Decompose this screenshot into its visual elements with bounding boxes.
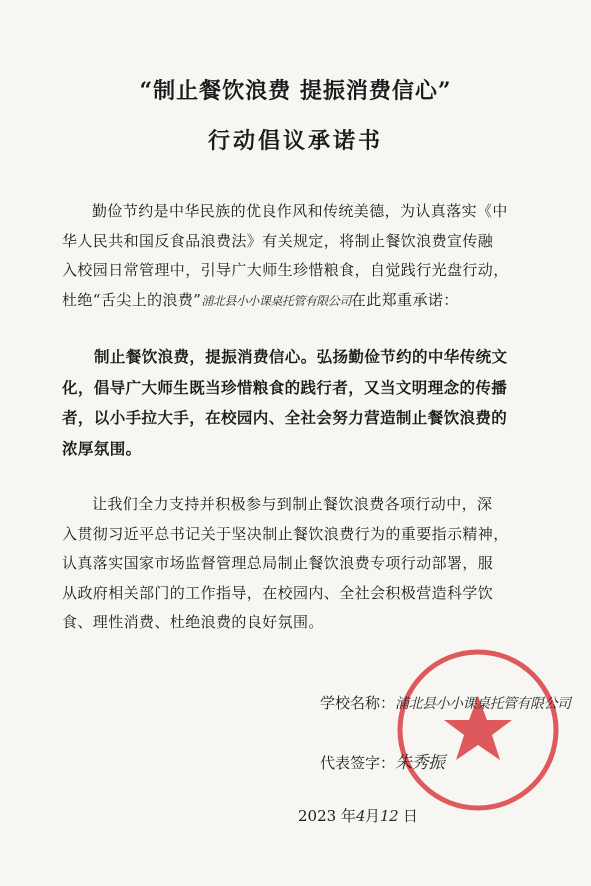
date-month: 4 — [355, 807, 366, 825]
handwritten-school-name: 浦北县小小课桌托管有限公司 — [201, 293, 351, 308]
paragraph-3-line-5: 食、理性消费、杜绝浪费的良好氛围。 — [62, 613, 324, 631]
paragraph-3-line-4: 从政府相关部门的工作指导，在校园内、全社会积极营造科学饮 — [62, 583, 494, 602]
date-day: 12 — [380, 807, 399, 825]
paragraph-1-line-1: 勤俭节约是中华民族的优良作风和传统美德，为认真落实《中 — [92, 202, 508, 220]
paragraph-1-line-2: 华人民共和国反食品浪费法》有关规定，将制止餐饮浪费宣传融 — [62, 231, 494, 250]
paragraph-2 — [62, 342, 528, 464]
paragraph-3-line-1: 让我们全力支持并积极参与到制止餐饮浪费各项行动中，深 — [92, 495, 493, 513]
date-month-unit: 月 — [365, 807, 381, 825]
school-name-handwritten: 浦北县小小课桌托管有限公司 — [395, 696, 571, 712]
paragraph-2-line-1: 制止餐饮浪费，提振消费信心。弘扬勤俭节约的中华传统文 — [94, 348, 508, 366]
paragraph-2-line-4: 浓厚氛围。 — [62, 439, 142, 458]
paragraph-1-line-4 — [62, 286, 528, 317]
school-name-label: 学校名称： — [320, 694, 396, 712]
representative-signature: 朱秀振 — [395, 753, 445, 773]
paragraph-1-line-3: 入校园日常管理中，引导广大师生珍惜粮食，自觉践行光盘行动， — [62, 261, 509, 279]
paragraph-3-line-2: 入贯彻习近平总书记关于坚决制止餐饮浪费行为的重要指示精神， — [62, 524, 509, 543]
official-seal-stamp — [388, 640, 568, 820]
date-year: 2023 — [298, 807, 337, 825]
paragraph-3-line-3: 认真落实国家市场监督管理总局制止餐饮浪费专项行动部署，服 — [62, 554, 494, 572]
document-title-line2: 行动倡议承诺书 — [207, 128, 383, 154]
paragraph-3 — [62, 490, 528, 638]
document-title-line1: “制止餐饮浪费 提振消费信心” — [139, 78, 452, 104]
paragraph-2-line-3: 者，以小手拉大手，在校园内、全社会努力营造制止餐饮浪费的 — [62, 409, 508, 427]
representative-label: 代表签字： — [320, 754, 396, 772]
date-year-unit: 年 — [340, 807, 356, 825]
date-day-unit: 日 — [402, 807, 418, 825]
school-name-row — [320, 692, 571, 713]
paragraph-1-line-4-suffix: 在此郑重承诺： — [350, 290, 459, 309]
signing-date — [298, 805, 418, 826]
paragraph-1-line-4-prefix: 杜绝“舌尖上的浪费” — [62, 290, 202, 309]
paragraph-2-line-2: 化，倡导广大师生既当珍惜粮食的践行者，又当文明理念的传播 — [62, 378, 508, 397]
representative-row — [320, 748, 445, 773]
paragraph-1 — [62, 197, 528, 316]
